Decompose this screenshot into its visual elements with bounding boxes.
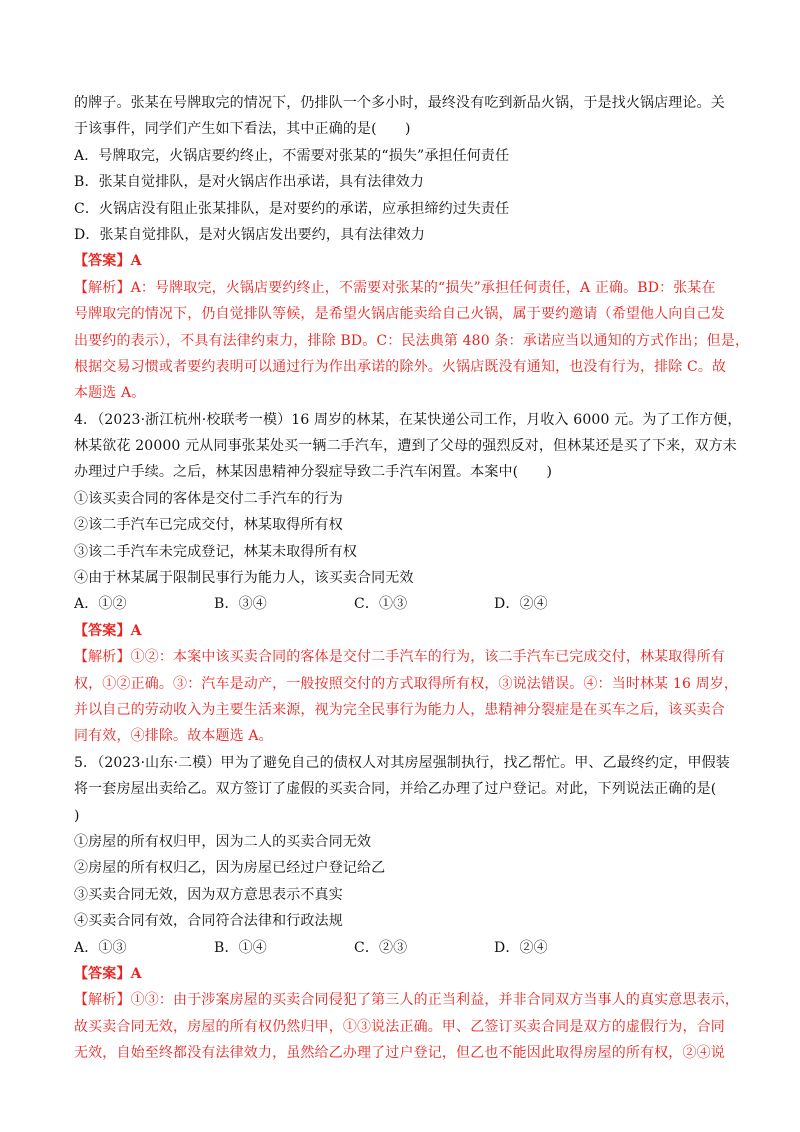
question-4-choice-a: A．①② (74, 596, 127, 613)
question-3-analysis-line: 本题选 A。 (74, 385, 146, 402)
question-3-option-c: C．火锅店没有阻止张某排队，是对要约的承诺，应承担缔约过失责任 (74, 200, 510, 217)
question-4-stem-line: 办理过户手续。之后，林某因患精神分裂症导致二手汽车闲置。本案中( ) (74, 464, 553, 481)
question-3-stem-line: 于该事件，同学们产生如下看法，其中正确的是( ) (74, 121, 411, 138)
question-3-analysis-line: 号牌取完的情况下，仍自觉排队等候，是希望火锅店能卖给自己火锅，属于要约邀请（希望他人向自己发 (74, 306, 725, 323)
question-3-answer: 【答案】A (74, 253, 142, 270)
question-5-analysis-line: 无效，自始至终都没有法律效力，虽然给乙办理了过户登记，但乙也不能因此取得房屋的所有权，②④说 (74, 1045, 725, 1062)
question-5-stem-line: 5．（2023·山东·二模）甲为了避免自己的债权人对其房屋强制执行，找乙帮忙。甲、乙最终约定，甲假装 (74, 754, 730, 771)
question-5 (74, 750, 740, 1067)
question-5-statement-3: ③买卖合同无效，因为双方意思表示不真实 (74, 886, 343, 903)
question-5-choice-c: C．②③ (354, 939, 408, 956)
question-3-analysis-line: 【解析】A：号牌取完，火锅店要约终止，不需要对张某的“损失”承担任何责任，A 正确。BD：张某在 (74, 279, 716, 296)
question-4 (74, 407, 742, 750)
question-5-answer: 【答案】A (74, 965, 142, 982)
question-3-option-a: A．号牌取完，火锅店要约终止，不需要对张某的“损失”承担任何责任 (74, 147, 510, 164)
question-4-statement-2: ②该二手汽车已完成交付，林某取得所有权 (74, 517, 343, 534)
question-4-choice-d: D．②④ (494, 596, 548, 613)
question-4-analysis-line: 同有效，④排除。故本题选 A。 (74, 728, 273, 745)
question-5-choices (74, 935, 734, 961)
question-5-choice-b: B．①④ (214, 939, 267, 956)
question-5-stem-line: ) (74, 807, 80, 824)
question-4-analysis-line: 并以自己的劳动收入为主要生活来源，视为完全民事行为能力人，患精神分裂症是在买车之后，该买卖合 (74, 701, 725, 718)
question-4-stem-line: 林某欲花 20000 元从同事张某处买一辆二手汽车，遭到了父母的强烈反对，但林某还是买了下来，双方未 (74, 438, 737, 455)
question-4-statement-4: ④由于林某属于限制民事行为能力人，该买卖合同无效 (74, 570, 414, 587)
question-4-answer: 【答案】A (74, 622, 142, 639)
question-3-option-d: D．张某自觉排队，是对火锅店发出要约，具有法律效力 (74, 226, 425, 243)
question-3-analysis-line: 根据交易习惯或者要约表明可以通过行为作出承诺的除外。火锅店既没有通知，也没有行为，排除 C。故 (74, 358, 727, 375)
question-5-choice-d: D．②④ (494, 939, 548, 956)
question-3-option-b: B．张某自觉排队，是对火锅店作出承诺，具有法律效力 (74, 174, 425, 191)
question-5-choice-a: A．①③ (74, 939, 127, 956)
question-4-stem-line: 4．（2023·浙江杭州·校联考一模）16 周岁的林某，在某快递公司工作，月收入 6000 元。为了工作方便， (74, 411, 742, 428)
page-content (74, 90, 750, 1066)
question-5-analysis-line: 【解析】①③：由于涉案房屋的买卖合同侵犯了第三人的正当利益，并非合同双方当事人的真实意思表示， (74, 992, 740, 1009)
question-5-statement-2: ②房屋的所有权归乙，因为房屋已经过户登记给乙 (74, 860, 386, 877)
question-5-stem-line: 将一套房屋出卖给乙。双方签订了虚假的买卖合同，并给乙办理了过户登记。对此，下列说法正确的是( (74, 781, 717, 798)
question-4-choices (74, 591, 734, 617)
question-4-statement-3: ③该二手汽车未完成登记，林某未取得所有权 (74, 543, 357, 560)
question-5-statement-1: ①房屋的所有权归甲，因为二人的买卖合同无效 (74, 833, 372, 850)
question-3 (74, 90, 750, 407)
question-5-analysis-line: 故买卖合同无效，房屋的所有权仍然归甲，①③说法正确。甲、乙签订买卖合同是双方的虚假行为，合同 (74, 1018, 725, 1035)
question-3-stem-line: 的牌子。张某在号牌取完的情况下，仍排队一个多小时，最终没有吃到新品火锅，于是找火锅店理论。关 (74, 95, 725, 111)
question-4-statement-1: ①该买卖合同的客体是交付二手汽车的行为 (74, 490, 343, 507)
question-4-choice-c: C．①③ (354, 596, 408, 613)
question-5-statement-4: ④买卖合同有效，合同符合法律和行政法规 (74, 913, 343, 930)
question-3-analysis-line: 出要约的表示），不具有法律约束力，排除 BD。C：民法典第 480 条：承诺应当以通知的方式作出；但是， (74, 332, 750, 349)
question-4-choice-b: B．③④ (214, 596, 267, 613)
question-4-analysis-line: 权，①②正确。③：汽车是动产，一般按照交付的方式取得所有权，③说法错误。④：当时林某 16 周岁， (74, 675, 739, 692)
question-4-analysis-line: 【解析】①②：本案中该买卖合同的客体是交付二手汽车的行为，该二手汽车已完成交付，林某取得所有 (74, 649, 725, 666)
